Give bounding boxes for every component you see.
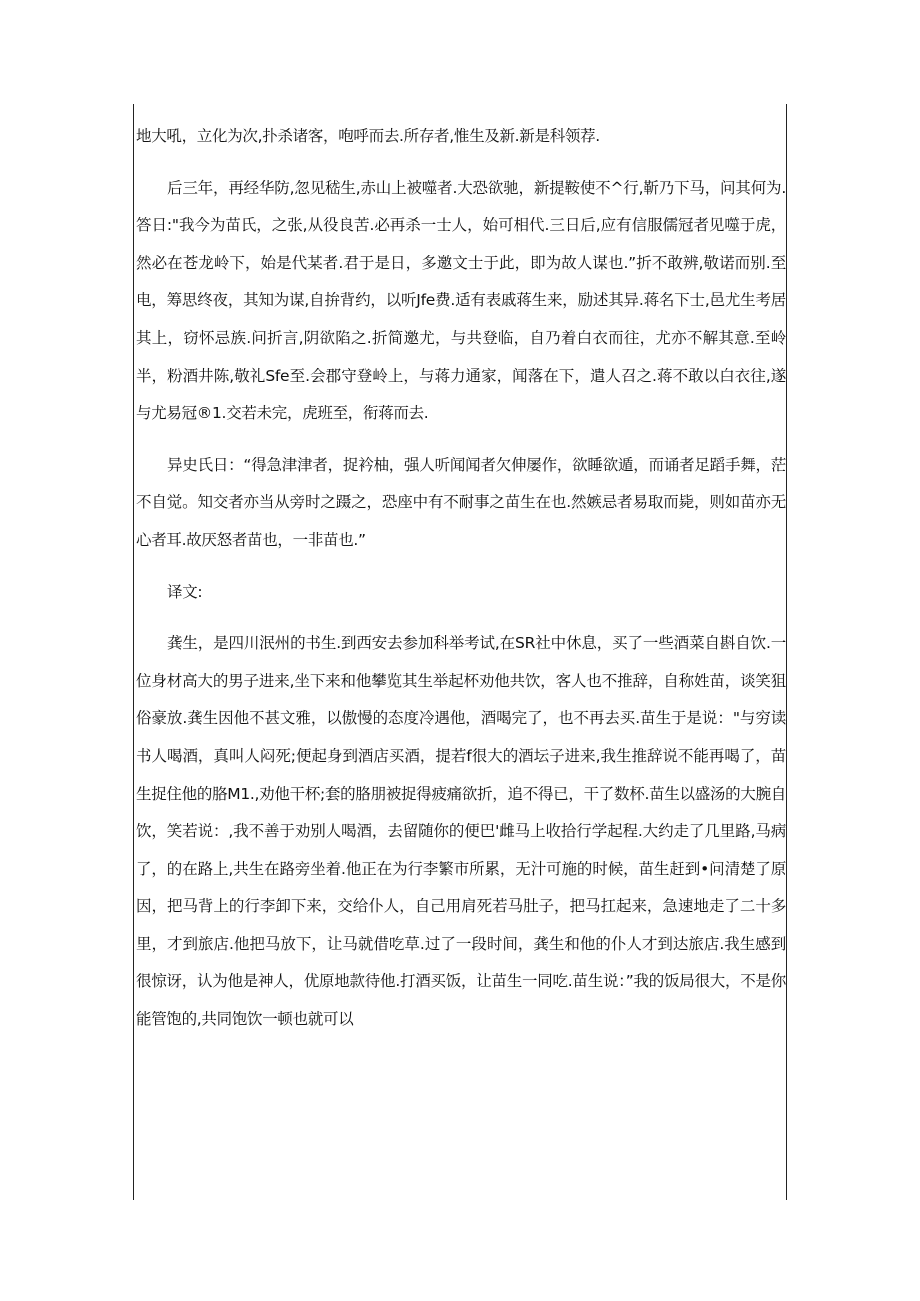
paragraph-three-years-later: 后三年，再经华防,忽见嵇生,赤山上被噬者.大恐欲驰，新提鞍使不^行,靳乃下马，问其何为.答日:"我今为苗氏，之张,从役良苦.必再杀一士人，始可相代.三日后,应有信服儒冠者见噬于虎，然必在苍龙岭下，始是代某者.君于是日，多邀文士于此，即为故人谋也.”折不敢辨,敬诺而别.至电，筹思终夜，其知为谋,自拚背约，以听Jfe费.适有表戚蒋生来，励述其异.蒋名下士,邑尤生考居其上，窃怀忌族.问折言,阴欲陷之.折简邀尤，与共登临，自乃着白衣而往，尤亦不解其意.至岭半，粉酒井陈,敬礼Sfe至.会郡守登岭上，与蒋力通家，闻落在下，遣人召之.蒋不敢以白衣往,遂与尤易冠®1.交若未完，虎班至，衔蒋而去. xyxy=(136,178,786,423)
right-margin-rule xyxy=(786,104,787,1200)
document-body xyxy=(136,118,786,1053)
paragraph-commentary: 异史氏日：“得急津津者，捉衿柚，强人听闻闻者欠伸屡作，欲睡欲遁，而诵者足蹈手舞，茫不自觉。知交者亦当从旁时之蹑之，恐座中有不耐事之苗生在也.然嫉忌者易取而毙，则如苗亦无心者耳.故厌怒者苗也，一非苗也.” xyxy=(136,455,786,549)
left-margin-rule xyxy=(133,104,134,1200)
translation-heading: 译文: xyxy=(167,582,203,601)
paragraph-tiger-attack: 地大吼，立化为次,扑杀诸客，咆呼而去.所存者,惟生及新.新是科领荐. xyxy=(136,127,600,145)
paragraph-translation: 龚生，是四川泯州的书生.到西安去参加科举考试,在SR社中休息，买了一些酒菜自斟自饮.一位身材高大的男子进来,坐下来和他攀览其生举起杯劝他共饮，客人也不推辞，自称姓苗，谈笑狙俗豪放.龚生因他不甚文雅，以傲慢的态度冷遇他，酒喝完了，也不再去买.苗生于是说："与穷读书人喝酒，真叫人闷死;便起身到酒店买酒，提若f很大的酒坛子进来,我生推辞说不能再喝了，苗生捉住他的胳M1.,劝他干杯;套的胳朋被捉得疲痛欲折，追不得已，干了数杯.苗生以盛汤的大腕自饮，笑若说：,我不善于劝别人喝酒，去留随你的便巴'雌马上收拾行学起程.大约走了几里路,马病了，的在路上,共生在路旁坐着.他正在为行李繁市所累，无汁可施的时候，苗生赶到•问清楚了原因，把马背上的行李卸下来，交给仆人，自己用肩死若马肚子，把马扛起来，急速地走了二十多里，才到旅店.他把马放下，让马就借吃草.过了一段时间，龚生和他的仆人才到达旅店.我生感到很惊讶，认为他是神人，优原地款待他.打酒买饭，让苗生一同吃.苗生说：”我的饭局很大，不是你能管饱的,共同饱饮一顿也就可以 xyxy=(136,634,786,1029)
